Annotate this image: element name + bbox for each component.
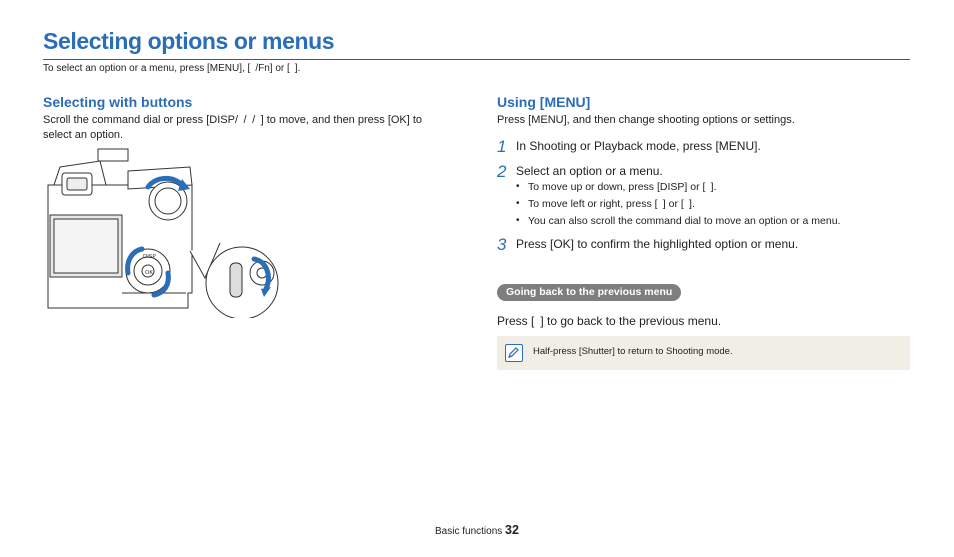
section-pill-going-back: Going back to the previous menu: [497, 284, 681, 301]
intro-text: To select an option or a menu, press [MENU], [ /Fn] or [ ].: [43, 63, 301, 74]
step-3-text: Press [OK] to confirm the highlighted option or menu.: [516, 237, 799, 251]
step-1-text: In Shooting or Playback mode, press [MENU].: [516, 139, 761, 153]
note-box: [497, 336, 910, 370]
note-text: Half-press [Shutter] to return to Shooting mode.: [533, 346, 733, 357]
svg-text:OK: OK: [145, 270, 153, 276]
bullet-3-dot: •: [516, 215, 520, 226]
menu-subtext: Press [MENU], and then change shooting options or settings.: [497, 114, 795, 126]
back-instruction: Press [ ] to go back to the previous menu.: [497, 314, 722, 328]
bullet-1-dot: •: [516, 181, 520, 192]
svg-text:DISP: DISP: [143, 254, 156, 260]
title-divider: [43, 59, 910, 60]
camera-illustration: [40, 143, 285, 318]
step-3-number: 3: [497, 235, 507, 254]
page-number: 32: [505, 523, 519, 537]
buttons-instruction-line1: Scroll the command dial or press [DISP/ / / ] to move, and then press [OK] to: [43, 114, 423, 126]
section-heading-menu: Using [MENU]: [497, 94, 591, 110]
footer-section-label: Basic functions: [435, 526, 503, 537]
buttons-instruction-line2: select an option.: [43, 129, 124, 141]
step-1-number: 1: [497, 137, 507, 156]
step-2-number: 2: [497, 162, 507, 181]
step-2-text: Select an option or a menu.: [516, 164, 663, 178]
section-heading-buttons: Selecting with buttons: [43, 94, 193, 110]
note-pencil-icon: [505, 344, 523, 362]
bullet-1-text: To move up or down, press [DISP] or [ ].: [528, 181, 717, 193]
bullet-2-dot: •: [516, 198, 520, 209]
bullet-2-text: To move left or right, press [ ] or [ ].: [528, 198, 695, 210]
page-title: Selecting options or menus: [43, 28, 335, 54]
bullet-3-text: You can also scroll the command dial to move an option or a menu.: [528, 215, 841, 227]
